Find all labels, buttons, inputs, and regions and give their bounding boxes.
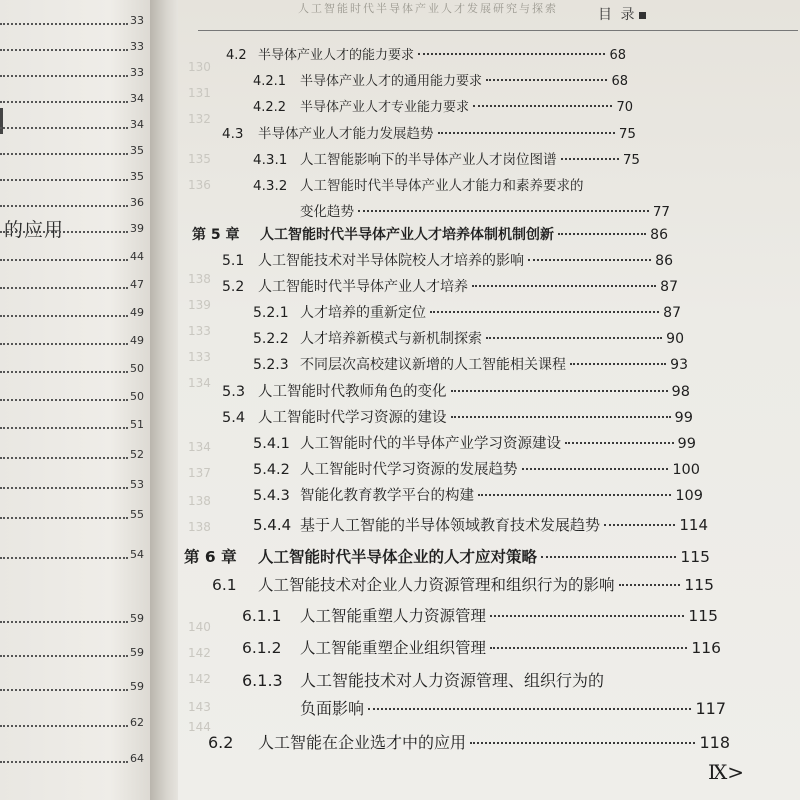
toc-entry-page: 75 (622, 152, 640, 168)
left-page-number: 34 (130, 92, 144, 105)
toc-dot-leader (541, 556, 676, 558)
left-page-row (0, 118, 150, 132)
toc-entry-page: 90 (666, 331, 684, 347)
toc-entry (242, 636, 721, 658)
left-page-row (0, 448, 150, 462)
bleed-through-number: 139 (188, 298, 211, 312)
toc-entry-title: 人工智能影响下的半导体产业人才岗位图谱 (300, 152, 557, 168)
left-page-number: 35 (130, 144, 144, 157)
toc-entry-title: 变化趋势 (300, 204, 354, 220)
toc-dot-leader (368, 708, 691, 710)
bleed-through-number: 136 (188, 178, 211, 192)
toc-entry (300, 200, 670, 220)
left-page-number: 34 (130, 118, 144, 131)
toc-entry-title: 人工智能时代半导体产业人才培养 (258, 279, 468, 295)
toc-entry-number: 4.3.1 (253, 152, 288, 168)
left-page-row (0, 646, 150, 660)
left-page-row (0, 548, 150, 562)
toc-entry-title: 不同层次高校建议新增的人工智能相关课程 (300, 357, 566, 373)
toc-entry-page: 118 (699, 733, 730, 752)
toc-entry-number: 6.2 (208, 733, 234, 752)
toc-entry-title: 人工智能时代的半导体产业学习资源建设 (300, 436, 561, 452)
toc-entry (300, 696, 726, 719)
left-dot-leader (0, 101, 128, 103)
toc-entry-title: 人才培养新模式与新机制探索 (300, 331, 482, 347)
left-dot-leader (0, 655, 128, 657)
toc-dot-leader (528, 259, 651, 261)
left-dot-leader (0, 127, 128, 129)
left-dot-leader (0, 621, 128, 623)
toc-entry-title: 半导体产业人才的通用能力要求 (300, 74, 483, 89)
left-page-row (0, 144, 150, 158)
toc-entry-number: 5.4 (222, 410, 246, 426)
left-dot-leader (0, 75, 128, 77)
book-gutter (150, 0, 180, 800)
bleed-through-number: 138 (188, 272, 211, 286)
toc-entry (253, 458, 700, 479)
toc-entry (208, 730, 730, 753)
toc-dot-leader (490, 647, 687, 649)
left-page-row (0, 250, 150, 264)
left-dot-leader (0, 153, 128, 155)
header-rule (198, 30, 798, 31)
toc-entry-number: 5.3 (222, 384, 246, 400)
left-dot-leader (0, 457, 128, 459)
left-page-number: 44 (130, 250, 144, 263)
toc-entry-number: 5.1 (222, 253, 245, 269)
bleed-through-number: 130 (188, 60, 211, 74)
toc-entry-number: 4.2.1 (253, 74, 287, 89)
toc-dot-leader (478, 494, 671, 496)
left-dot-leader (0, 761, 128, 763)
toc-entry (253, 484, 703, 505)
left-page-row (0, 278, 150, 292)
toc-entry-title: 人工智能技术对半导体院校人才培养的影响 (258, 253, 524, 269)
toc-entry-number: 4.3 (222, 126, 244, 142)
left-page-number: 33 (130, 66, 144, 79)
page-title-text: 目 录 (598, 7, 637, 23)
toc-entry (253, 174, 598, 194)
toc-entry-page: 99 (674, 410, 693, 426)
toc-entry-number: 第 6 章 (184, 548, 237, 566)
toc-entry-number: 4.3.2 (253, 178, 288, 194)
toc-entry-title: 人才培养的重新定位 (300, 305, 426, 321)
toc-entry-title: 人工智能重塑企业组织管理 (300, 639, 487, 657)
left-page-number: 50 (130, 362, 144, 375)
left-page-row (0, 752, 150, 766)
toc-dot-leader (470, 742, 695, 744)
toc-entry (253, 432, 696, 453)
left-page-row (0, 508, 150, 522)
left-dot-leader (0, 231, 128, 233)
toc-entry-title: 智能化教育教学平台的构建 (300, 488, 474, 504)
left-dot-leader (0, 287, 128, 289)
left-page-number: 33 (130, 14, 144, 27)
left-page-row (0, 170, 150, 184)
toc-entry (222, 122, 636, 142)
bleed-through-number: 132 (188, 112, 211, 126)
toc-dot-leader (490, 615, 684, 617)
toc-entry-title: 人工智能时代教师角色的变化 (258, 384, 447, 400)
left-dot-leader (0, 427, 128, 429)
toc-entry (253, 514, 708, 535)
left-dot-leader (0, 557, 128, 559)
page-title (598, 4, 646, 24)
toc-dot-leader (565, 442, 674, 444)
bleed-through-number: 134 (188, 440, 211, 454)
toc-dot-leader (472, 285, 656, 287)
toc-entry (212, 573, 714, 595)
bleed-through-number: 131 (188, 86, 211, 100)
left-page-row (0, 334, 150, 348)
toc-entry (222, 406, 693, 427)
left-page-row (0, 716, 150, 730)
toc-entry-page: 115 (688, 607, 718, 625)
toc-entry-page: 99 (677, 436, 696, 452)
title-square-icon (639, 12, 646, 19)
toc-entry-page: 117 (695, 699, 726, 718)
toc-dot-leader (570, 363, 666, 365)
toc-entry (253, 96, 633, 115)
toc-entry-page: 115 (684, 576, 714, 594)
toc-entry-number: 5.4.4 (253, 516, 292, 534)
left-page-number: 33 (130, 40, 144, 53)
left-page-number: 54 (130, 548, 144, 561)
toc-entry (242, 668, 698, 691)
toc-entry-number: 5.4.2 (253, 462, 290, 478)
left-page-number: 47 (130, 278, 144, 291)
toc-entry-title: 人工智能时代半导体产业人才培养体制机制创新 (260, 227, 554, 243)
toc-dot-leader (418, 53, 605, 55)
toc-entry (192, 224, 668, 244)
toc-dot-leader (451, 416, 671, 418)
bleed-through-number: 143 (188, 700, 211, 714)
left-page-row (0, 680, 150, 694)
toc-entry-page: 116 (691, 639, 721, 657)
toc-entry (222, 276, 678, 296)
toc-entry-number: 5.2.3 (253, 357, 289, 373)
toc-dot-leader (451, 390, 668, 392)
left-dot-leader (0, 315, 128, 317)
left-page-row (0, 478, 150, 492)
toc-dot-leader (486, 79, 607, 81)
left-page-partial-text: 的应用 (4, 219, 65, 241)
left-dot-leader (0, 23, 128, 25)
left-page-row (0, 14, 150, 28)
toc-entry-page: 87 (663, 305, 681, 321)
bleed-through-number: 140 (188, 620, 211, 634)
toc-entry-title: 基于人工智能的半导体领域教育技术发展趋势 (300, 516, 601, 534)
left-page-number: 49 (130, 334, 144, 347)
toc-entry-page: 115 (680, 548, 710, 566)
toc-entry (253, 70, 628, 89)
running-head: 人工智能时代半导体产业人才发展研究与探索 (298, 2, 558, 15)
toc-entry-page: 109 (675, 488, 703, 504)
toc-entry-title: 人工智能重塑人力资源管理 (300, 607, 487, 625)
toc-dot-leader (430, 311, 659, 313)
toc-entry-title: 人工智能时代半导体产业人才能力和素养要求的 (300, 178, 584, 194)
left-page-number: 50 (130, 390, 144, 403)
toc-entry-number: 5.4.3 (253, 488, 290, 504)
left-page-row (0, 306, 150, 320)
bleed-through-number: 133 (188, 350, 211, 364)
toc-entry (253, 354, 688, 374)
toc-entry (184, 545, 710, 567)
toc-dot-leader (522, 468, 669, 470)
toc-entry-title: 半导体产业人才专业能力要求 (300, 100, 470, 115)
toc-entry-page: 70 (616, 100, 633, 115)
toc-entry-number: 4.2 (226, 48, 247, 63)
toc-entry-title: 人工智能时代学习资源的建设 (258, 410, 447, 426)
toc-entry-title: 负面影响 (300, 699, 365, 718)
bleed-through-number: 134 (188, 376, 211, 390)
left-dot-leader (0, 49, 128, 51)
toc-dot-leader (473, 105, 612, 107)
toc-entry-number: 4.2.2 (253, 100, 287, 115)
right-page (178, 0, 800, 800)
toc-entry-title: 人工智能在企业选才中的应用 (258, 733, 467, 752)
left-page-number: 64 (130, 752, 144, 765)
toc-dot-leader (604, 524, 675, 526)
toc-dot-leader (558, 233, 646, 235)
toc-entry-title: 半导体产业人才能力发展趋势 (258, 126, 434, 142)
toc-entry (222, 380, 690, 401)
toc-entry-page: 87 (660, 279, 678, 295)
left-page-number: 39 (130, 222, 144, 235)
toc-entry (222, 250, 673, 270)
left-dot-leader (0, 371, 128, 373)
left-page-number: 62 (130, 716, 144, 729)
left-page (0, 0, 158, 800)
left-page-number: 35 (130, 170, 144, 183)
left-dot-leader (0, 205, 128, 207)
left-page-row (0, 66, 150, 80)
toc-entry-page: 86 (650, 227, 668, 243)
bleed-through-number: 133 (188, 324, 211, 338)
toc-dot-leader (486, 337, 662, 339)
toc-entry-page: 68 (611, 74, 628, 89)
toc-entry-number: 6.1.3 (242, 671, 283, 690)
bleed-through-number: 138 (188, 520, 211, 534)
left-page-row (0, 40, 150, 54)
left-page-row (0, 418, 150, 432)
toc-dot-leader (358, 210, 649, 212)
toc-entry-title: 人工智能时代半导体企业的人才应对策略 (258, 548, 538, 566)
left-page-number: 59 (130, 680, 144, 693)
bleed-through-number: 137 (188, 466, 211, 480)
toc-entry-number: 5.2.2 (253, 331, 289, 347)
left-page-row (0, 196, 150, 210)
toc-entry-number: 6.1.2 (242, 639, 282, 657)
toc-entry-page: 77 (652, 204, 670, 220)
left-page-row (0, 362, 150, 376)
toc-dot-leader (561, 158, 619, 160)
bleed-through-number: 135 (188, 152, 211, 166)
toc-entry-page: 98 (671, 384, 690, 400)
toc-entry-number: 5.2.1 (253, 305, 289, 321)
toc-entry-page: 75 (618, 126, 636, 142)
left-page-number: 55 (130, 508, 144, 521)
left-page-row (0, 92, 150, 106)
bleed-through-number: 142 (188, 672, 211, 686)
left-page-number: 59 (130, 612, 144, 625)
left-page-number: 59 (130, 646, 144, 659)
toc-entry (242, 604, 718, 626)
left-dot-leader (0, 399, 128, 401)
left-dot-leader (0, 517, 128, 519)
bleed-through-number: 142 (188, 646, 211, 660)
page-number: Ⅸ> (708, 760, 745, 784)
toc-entry-number: 5.4.1 (253, 436, 290, 452)
left-dot-leader (0, 179, 128, 181)
toc-entry-page: 93 (670, 357, 688, 373)
left-page-row (0, 612, 150, 626)
toc-entry-number: 第 5 章 (192, 227, 240, 243)
toc-dot-leader (438, 132, 615, 134)
left-dot-leader (0, 689, 128, 691)
toc-entry-page: 68 (609, 48, 626, 63)
bleed-through-number: 138 (188, 494, 211, 508)
toc-entry-number: 6.1.1 (242, 607, 282, 625)
toc-entry (253, 148, 640, 168)
left-page-row (0, 390, 150, 404)
toc-entry (253, 328, 684, 348)
toc-entry-title: 半导体产业人才的能力要求 (258, 48, 415, 63)
left-dot-leader (0, 487, 128, 489)
toc-entry (253, 302, 681, 322)
toc-entry-title: 人工智能时代学习资源的发展趋势 (300, 462, 518, 478)
left-page-number: 53 (130, 478, 144, 491)
toc-entry-page: 100 (672, 462, 700, 478)
toc-entry-page: 114 (679, 516, 708, 534)
left-dot-leader (0, 725, 128, 727)
left-page-number: 49 (130, 306, 144, 319)
left-page-number: 51 (130, 418, 144, 431)
toc-entry-number: 5.2 (222, 279, 245, 295)
left-page-number: 52 (130, 448, 144, 461)
toc-dot-leader (619, 584, 681, 586)
left-dot-leader (0, 259, 128, 261)
left-dot-leader (0, 343, 128, 345)
toc-entry-title: 人工智能技术对企业人力资源管理和组织行为的影响 (258, 576, 615, 594)
left-page-number: 36 (130, 196, 144, 209)
bleed-through-number: 144 (188, 720, 211, 734)
toc-entry-title: 人工智能技术对人力资源管理、组织行为的 (300, 671, 605, 690)
toc-entry-page: 86 (655, 253, 673, 269)
toc-entry-number: 6.1 (212, 576, 237, 594)
toc-entry (226, 44, 626, 63)
left-page-row (0, 222, 150, 236)
